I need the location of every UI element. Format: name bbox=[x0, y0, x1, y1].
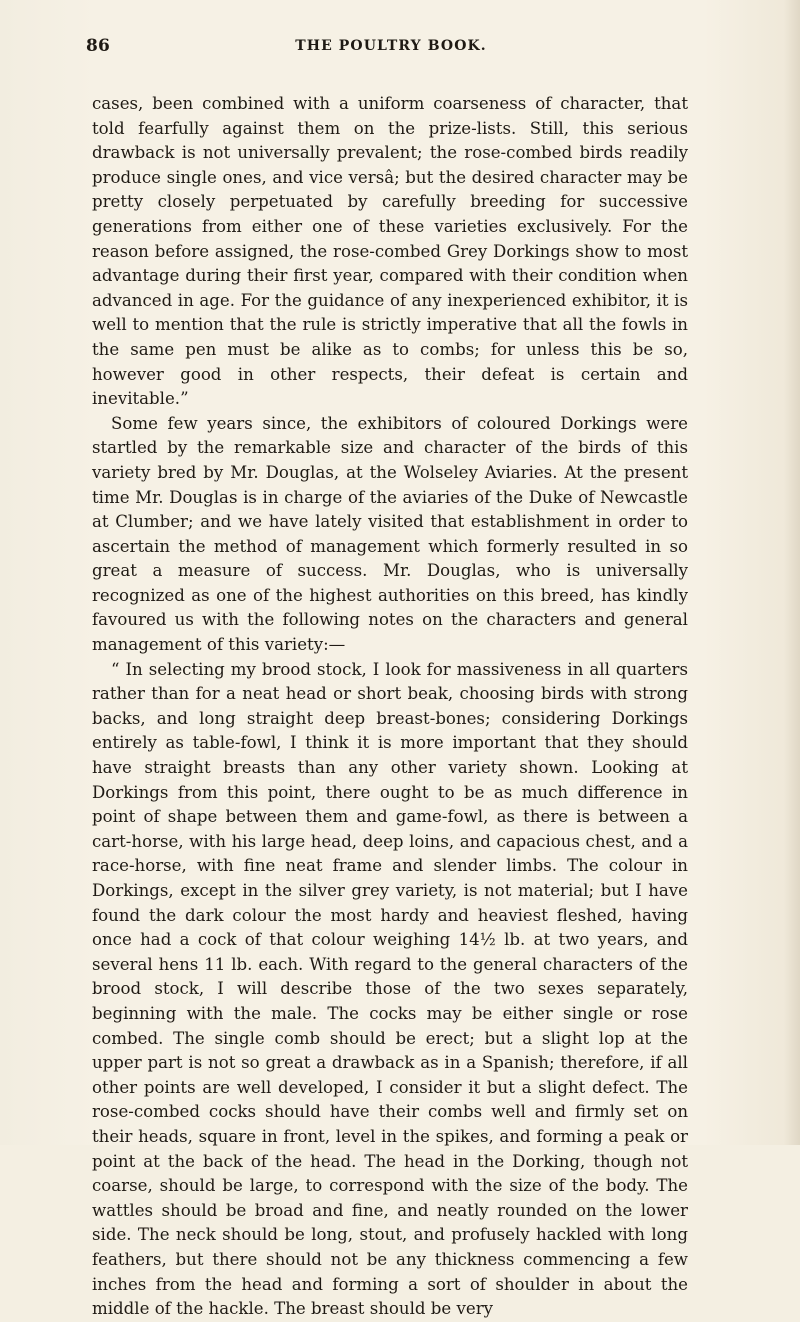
page-number: 86 bbox=[86, 36, 111, 56]
running-title: THE POULTRY BOOK. bbox=[295, 38, 487, 54]
page-header bbox=[86, 34, 696, 74]
paragraph-continuation: cases, been combined with a uniform coarseness of character, that told fearfully against them on the prize-lists. Still, this serious drawback is not universally prevalent; the rose-combed birds readily produce single ones, and vice versâ; but the desired character may be pretty closely perpetuated by carefully breeding for successive generations from either one of these varieties exclusively. For the reason before assigned, the rose-combed Grey Dorkings show to most advantage during their first year, compared with their condition when advanced in age. For the guidance of any inexperienced exhibitor, it is well to mention that the rule is strictly imperative that all the fowls in the same pen must be alike as to combs; for unless this be so, however good in other respects, their defeat is certain and inevitable.” bbox=[92, 94, 688, 409]
paragraph-douglas-notes: “ In selecting my brood stock, I look for massiveness in all quarters rather than for a neat head or short beak, choosing birds with strong backs, and long straight deep breast-bones; considering Dorkings entirely as table-fowl, I think it is more important that they should have straight breasts than any other variety shown. Looking at Dorkings from this point, there ought to be as much difference in point of shape between them and game-fowl, as there is between a cart-horse, with his large head, deep loins, and capacious chest, and a race-horse, with fine neat frame and slender limbs. The colour in Dorkings, except in the silver grey variety, is not material; but I have found the dark colour the most hardy and heaviest fleshed, having once had a cock of that colour weighing 14½ lb. at two years, and several hens 11 lb. each. With regard to the general characters of the brood stock, I will describe those of the two sexes separately, beginning with the male. The cocks may be either single or rose combed. The single comb should be erect; but a slight lop at the upper part is not so great a drawback as in a Spanish; therefore, if all other points are well developed, I consider it but a slight defect. The rose-combed cocks should have their combs well and firmly set on their heads, square in front, level in the spikes, and forming a peak or point at the back of the head. The head in the Dorking, though not coarse, should be large, to correspond with the size of the body. The wattles should be broad and fine, and neatly rounded on the lower side. The neck should be long, stout, and profusely hackled with long feathers, but there should not be any thickness commencing a few inches from the head and forming a sort of shoulder in about the middle of the hackle. The breast should be very bbox=[92, 659, 688, 1319]
paragraph-douglas-introduction: Some few years since, the exhibitors of coloured Dorkings were startled by the remarkable size and character of the birds of this variety bred by Mr. Douglas, at the Wolseley Aviaries. At the present time Mr. Douglas is in charge of the aviaries of the Duke of Newcastle at Clumber; and we have lately visited that establishment in order to ascertain the method of management which formerly resulted in so great a measure of success. Mr. Douglas, who is universally recognized as one of the highest authorities on this breed, has kindly favoured us with the following notes on the characters and general management of this variety:— bbox=[92, 413, 688, 655]
page-edge-shadow bbox=[784, 0, 800, 1145]
page-body bbox=[92, 92, 688, 1322]
